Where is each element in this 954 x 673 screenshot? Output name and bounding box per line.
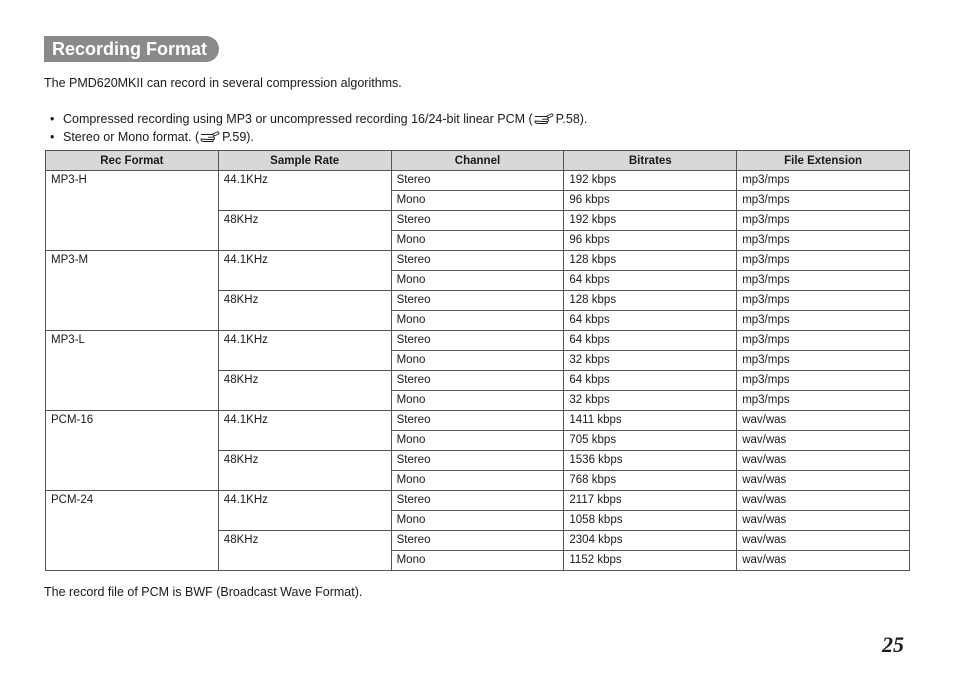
cell-channel: Mono <box>391 551 564 571</box>
pointing-hand-icon <box>534 113 554 124</box>
bullet-dot: • <box>50 130 55 144</box>
cell-bitrate: 96 kbps <box>564 231 737 251</box>
cell-file-extension: mp3/mps <box>737 291 910 311</box>
cell-bitrate: 64 kbps <box>564 311 737 331</box>
cell-file-extension: mp3/mps <box>737 271 910 291</box>
cell-bitrate: 32 kbps <box>564 351 737 371</box>
cell-bitrate: 2304 kbps <box>564 531 737 551</box>
cell-sample-rate: 44.1KHz <box>218 491 391 531</box>
cell-channel: Stereo <box>391 411 564 431</box>
header-sample-rate: Sample Rate <box>218 151 391 171</box>
cell-channel: Mono <box>391 511 564 531</box>
bullet-text: Compressed recording using MP3 or uncompressed recording 16/24-bit linear PCM ( <box>63 112 533 126</box>
table-row <box>46 491 910 511</box>
cell-channel: Stereo <box>391 331 564 351</box>
cell-sample-rate: 48KHz <box>218 451 391 491</box>
table-row <box>46 411 910 431</box>
header-bitrates: Bitrates <box>564 151 737 171</box>
cell-file-extension: wav/was <box>737 431 910 451</box>
cell-bitrate: 768 kbps <box>564 471 737 491</box>
cell-file-extension: mp3/mps <box>737 331 910 351</box>
cell-file-extension: wav/was <box>737 531 910 551</box>
cell-file-extension: mp3/mps <box>737 191 910 211</box>
header-channel: Channel <box>391 151 564 171</box>
cell-bitrate: 64 kbps <box>564 331 737 351</box>
cell-bitrate: 1058 kbps <box>564 511 737 531</box>
cell-channel: Stereo <box>391 531 564 551</box>
cell-file-extension: mp3/mps <box>737 391 910 411</box>
cell-channel: Mono <box>391 431 564 451</box>
cell-channel: Mono <box>391 351 564 371</box>
cell-bitrate: 128 kbps <box>564 291 737 311</box>
table-row <box>46 171 910 191</box>
cell-channel: Mono <box>391 271 564 291</box>
cell-file-extension: wav/was <box>737 491 910 511</box>
cell-rec-format: PCM-24 <box>46 491 219 571</box>
cell-channel: Stereo <box>391 251 564 271</box>
cell-bitrate: 705 kbps <box>564 431 737 451</box>
pointing-hand-icon <box>200 131 220 142</box>
cell-bitrate: 64 kbps <box>564 371 737 391</box>
cell-channel: Stereo <box>391 211 564 231</box>
bullet-text: Stereo or Mono format. ( <box>63 130 200 144</box>
cell-bitrate: 192 kbps <box>564 171 737 191</box>
cell-sample-rate: 48KHz <box>218 531 391 571</box>
cell-channel: Mono <box>391 471 564 491</box>
cell-sample-rate: 48KHz <box>218 371 391 411</box>
header-file-extension: File Extension <box>737 151 910 171</box>
cell-bitrate: 1536 kbps <box>564 451 737 471</box>
intro-text: The PMD620MKII can record in several compression algorithms. <box>44 76 402 90</box>
cell-bitrate: 96 kbps <box>564 191 737 211</box>
cell-file-extension: wav/was <box>737 511 910 531</box>
cell-channel: Stereo <box>391 291 564 311</box>
cell-channel: Stereo <box>391 491 564 511</box>
cell-bitrate: 2117 kbps <box>564 491 737 511</box>
section-heading: Recording Format <box>44 36 219 62</box>
cell-file-extension: mp3/mps <box>737 211 910 231</box>
cell-file-extension: mp3/mps <box>737 351 910 371</box>
cell-file-extension: wav/was <box>737 411 910 431</box>
cell-rec-format: MP3-H <box>46 171 219 251</box>
cell-bitrate: 1152 kbps <box>564 551 737 571</box>
cell-file-extension: wav/was <box>737 451 910 471</box>
bullet-item <box>50 110 587 128</box>
cell-file-extension: mp3/mps <box>737 371 910 391</box>
cell-channel: Mono <box>391 311 564 331</box>
header-rec-format: Rec Format <box>46 151 219 171</box>
cell-sample-rate: 48KHz <box>218 291 391 331</box>
bullet-list <box>50 110 587 146</box>
cell-channel: Mono <box>391 231 564 251</box>
cell-bitrate: 192 kbps <box>564 211 737 231</box>
cell-sample-rate: 44.1KHz <box>218 331 391 371</box>
cell-channel: Mono <box>391 391 564 411</box>
cell-channel: Mono <box>391 191 564 211</box>
page-ref: P.59). <box>222 130 254 144</box>
table-row <box>46 251 910 271</box>
cell-file-extension: wav/was <box>737 471 910 491</box>
cell-channel: Stereo <box>391 451 564 471</box>
recording-format-table <box>45 150 910 571</box>
table-body <box>46 171 910 571</box>
cell-file-extension: mp3/mps <box>737 171 910 191</box>
cell-sample-rate: 44.1KHz <box>218 171 391 211</box>
cell-rec-format: MP3-M <box>46 251 219 331</box>
cell-file-extension: mp3/mps <box>737 231 910 251</box>
bullet-dot: • <box>50 112 55 126</box>
cell-bitrate: 32 kbps <box>564 391 737 411</box>
cell-file-extension: wav/was <box>737 551 910 571</box>
cell-sample-rate: 48KHz <box>218 211 391 251</box>
page-ref: P.58). <box>555 112 588 126</box>
table-header-row <box>46 151 910 171</box>
cell-bitrate: 1411 kbps <box>564 411 737 431</box>
cell-bitrate: 128 kbps <box>564 251 737 271</box>
page-number: 25 <box>882 632 904 657</box>
cell-rec-format: MP3-L <box>46 331 219 411</box>
cell-rec-format: PCM-16 <box>46 411 219 491</box>
cell-sample-rate: 44.1KHz <box>218 411 391 451</box>
footnote: The record file of PCM is BWF (Broadcast Wave Format). <box>44 585 363 599</box>
cell-channel: Stereo <box>391 171 564 191</box>
table-row <box>46 331 910 351</box>
cell-channel: Stereo <box>391 371 564 391</box>
cell-sample-rate: 44.1KHz <box>218 251 391 291</box>
bullet-item <box>50 128 587 146</box>
cell-bitrate: 64 kbps <box>564 271 737 291</box>
cell-file-extension: mp3/mps <box>737 311 910 331</box>
cell-file-extension: mp3/mps <box>737 251 910 271</box>
